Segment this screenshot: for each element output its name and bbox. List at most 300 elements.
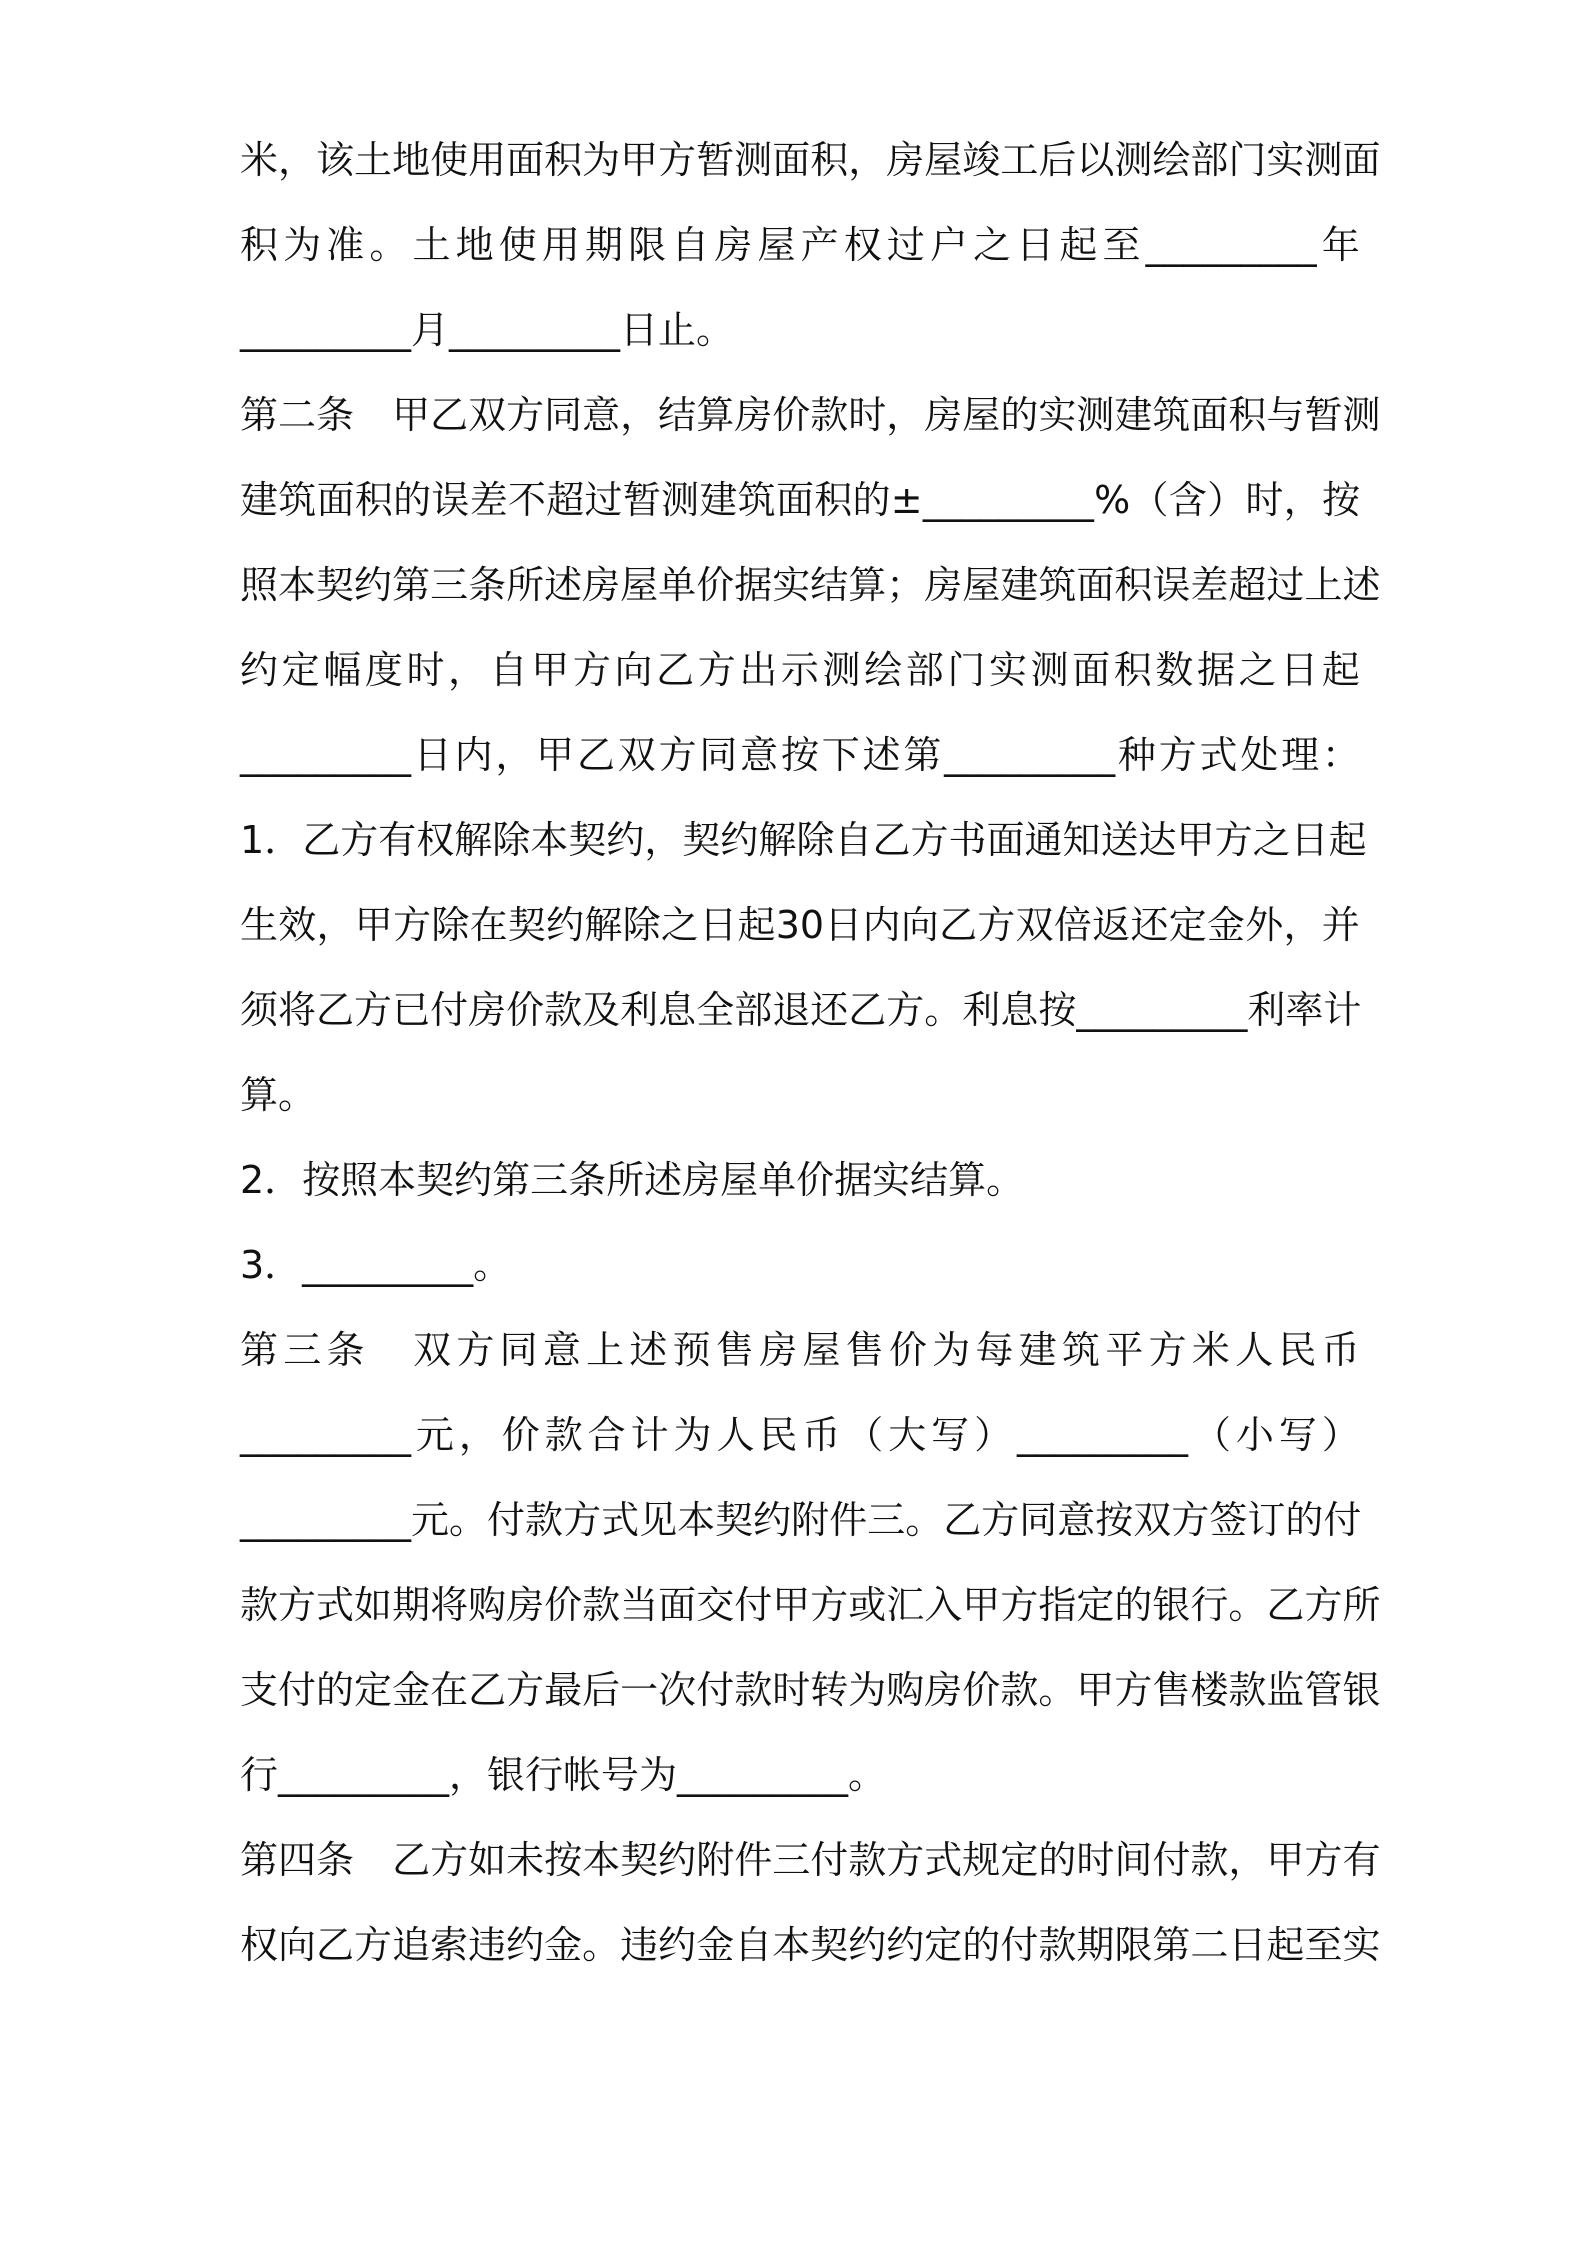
text-run: 第: [240, 393, 279, 437]
text-run: 计: [630, 1413, 669, 1457]
text-run: 契: [620, 1838, 659, 1882]
text-run: 筑: [1062, 1328, 1101, 1372]
text-run: 自: [671, 223, 710, 267]
text-run: 意: [740, 733, 779, 777]
text-line: [240, 1563, 1381, 1647]
text-run: 年: [1321, 223, 1360, 267]
text-run: 不: [507, 478, 546, 522]
text-run: 乙: [939, 903, 978, 947]
text-run: 本: [278, 563, 317, 607]
text-line: [240, 458, 1360, 542]
text-run: 地: [392, 138, 431, 182]
text-run: 约: [753, 1498, 792, 1542]
text-run: _________: [240, 733, 411, 777]
text-run: 三: [283, 1328, 322, 1372]
text-run: 乙: [316, 1923, 355, 1967]
text-run: 述: [629, 1328, 668, 1372]
text-run: 违: [620, 1923, 659, 1967]
text-run: 建: [240, 478, 279, 522]
text-run: 款: [544, 1413, 583, 1457]
text-run: 房: [506, 1583, 545, 1627]
text-run: 解: [758, 818, 797, 862]
text-run: 测: [661, 478, 700, 522]
text-run: 约: [354, 563, 393, 607]
text-run: 积: [1113, 648, 1152, 692]
text-run: 当: [620, 1583, 659, 1627]
text-run: 有: [378, 818, 417, 862]
text-run: 之: [973, 223, 1012, 267]
text-run: 建: [699, 478, 738, 522]
text-run: 实: [772, 563, 811, 607]
text-run: 30: [775, 903, 825, 947]
text-run: 约: [658, 1838, 697, 1882]
text-run: 的: [1038, 1838, 1077, 1882]
text-run: 按: [544, 1838, 583, 1882]
text-run: 乙: [302, 818, 341, 862]
text-run: 意: [542, 1328, 581, 1372]
text-run: 土: [354, 138, 393, 182]
text-line: _________月_________日止。: [240, 308, 735, 352]
text-run: 乙: [656, 648, 695, 692]
text-run: 银: [1152, 1583, 1191, 1627]
text-run: 述: [1342, 563, 1381, 607]
text-run: 四: [278, 1838, 317, 1882]
text-run: 约: [720, 818, 759, 862]
text-run: 签: [1209, 1498, 1248, 1542]
text-run: 房: [759, 1328, 798, 1372]
text-run: ：: [1321, 733, 1360, 777]
text-run: 部: [734, 988, 773, 1032]
text-run: 方: [563, 1498, 602, 1542]
text-run: 与: [1266, 393, 1305, 437]
text-run: 付: [430, 988, 469, 1032]
text-run: 一: [620, 1668, 659, 1712]
text-run: 度: [364, 648, 403, 692]
text-run: 含: [1168, 478, 1207, 522]
text-run: 屋: [924, 138, 963, 182]
text-run: 式: [316, 1583, 355, 1627]
text-run: 乙: [872, 818, 911, 862]
text-run: 筑: [1038, 563, 1077, 607]
text-run: 内: [454, 733, 493, 777]
text-run: 甲: [536, 733, 575, 777]
text-run: 购: [886, 1668, 925, 1712]
text-run: 乙: [468, 1668, 507, 1712]
text-run: 。: [1228, 1583, 1267, 1627]
text-run: 测: [1076, 393, 1115, 437]
text-run: 条: [326, 1328, 365, 1372]
text-run: 追: [392, 1923, 431, 1967]
text-run: 乙: [576, 733, 615, 777]
text-run: 绘: [864, 648, 903, 692]
text-run: 间: [1114, 1838, 1153, 1882]
text-run: 金: [696, 1923, 735, 1967]
text-run: 还: [1130, 903, 1169, 947]
text-run: 本: [772, 1923, 811, 1967]
text-run: 款: [848, 1838, 887, 1882]
text-run: 至: [1304, 1923, 1343, 1967]
text-run: 附: [696, 1838, 735, 1882]
text-run: 理: [1281, 733, 1320, 777]
text-run: 解: [584, 903, 623, 947]
text-run: 方: [506, 393, 545, 437]
text-run: 银: [1342, 1668, 1381, 1712]
text-run: 日: [1280, 648, 1319, 692]
text-run: [354, 1818, 392, 1902]
text-run: 测: [1342, 393, 1381, 437]
text-run: 屋: [620, 563, 659, 607]
text-run: 产: [800, 223, 839, 267]
text-run: 付: [487, 1498, 526, 1542]
text-run: 式: [1199, 733, 1238, 777]
text-run: 下: [821, 733, 860, 777]
text-run: 甲: [962, 1583, 1001, 1627]
text-run: 款: [525, 1498, 564, 1542]
text-run: 后: [582, 1668, 621, 1712]
text-run: 并: [1321, 903, 1360, 947]
text-run: 第: [392, 563, 431, 607]
text-run: 方: [354, 988, 393, 1032]
text-run: 定: [1168, 903, 1207, 947]
text-run: ，: [448, 648, 487, 692]
text-run: ，: [848, 138, 887, 182]
text-run: 算: [696, 393, 735, 437]
text-run: 权: [416, 818, 455, 862]
text-run: 种: [1117, 733, 1156, 777]
text-run: ；: [886, 563, 925, 607]
text-run: 房: [734, 393, 773, 437]
text-run: 除: [796, 818, 835, 862]
text-run: 自: [834, 818, 873, 862]
text-run: ）: [1321, 1413, 1360, 1457]
text-run: 双: [413, 1328, 452, 1372]
text-run: 时: [1076, 1838, 1115, 1882]
text-run: 将: [430, 1583, 469, 1627]
text-run: 日: [1290, 818, 1329, 862]
text-line: [240, 1393, 1360, 1477]
text-run: 测: [1114, 138, 1153, 182]
text-run: 乙: [848, 988, 887, 1032]
text-run: 定: [1000, 1838, 1039, 1882]
text-run: 测: [1030, 648, 1069, 692]
text-run: 方: [1000, 1583, 1039, 1627]
text-run: _________: [240, 1413, 411, 1457]
text-run: 甲: [620, 138, 659, 182]
text-run: 超: [1228, 563, 1267, 607]
text-run: 房: [924, 393, 963, 437]
text-run: 述: [544, 563, 583, 607]
text-run: 算: [848, 563, 887, 607]
text-run: 订: [1247, 1498, 1286, 1542]
text-run: 据: [1197, 648, 1236, 692]
text-run: ，: [620, 393, 659, 437]
text-run: （: [1130, 478, 1169, 522]
text-run: 利: [962, 988, 1001, 1032]
text-run: 付: [810, 1838, 849, 1882]
text-run: 过: [1266, 563, 1305, 607]
text-run: 付: [734, 1583, 773, 1627]
text-run: 定: [354, 1668, 393, 1712]
text-run: 契: [316, 563, 355, 607]
text-run: 房: [924, 563, 963, 607]
text-run: 价: [501, 1413, 540, 1457]
text-run: 用: [468, 138, 507, 182]
text-run: 房: [468, 988, 507, 1032]
text-run: 的: [393, 478, 432, 522]
text-run: 须: [240, 988, 279, 1032]
text-run: 退: [772, 988, 811, 1032]
text-run: 按: [1038, 988, 1077, 1032]
text-run: 价: [506, 988, 545, 1032]
text-run: 价: [544, 1583, 583, 1627]
text-run: 方: [910, 818, 949, 862]
text-run: 条: [316, 1838, 355, 1882]
text-run: ，: [1228, 1838, 1267, 1882]
text-run: ，: [1283, 478, 1322, 522]
text-run: 约: [546, 903, 585, 947]
text-run: 为: [283, 223, 322, 267]
text-run: 面: [772, 138, 811, 182]
text-line: [240, 1648, 1381, 1732]
text-run: 之: [1238, 648, 1277, 692]
text-run: 面: [986, 818, 1025, 862]
text-run: 单: [658, 563, 697, 607]
text-run: 该: [316, 138, 355, 182]
text-run: 测: [1304, 138, 1343, 182]
text-run: 最: [544, 1668, 583, 1712]
text-run: 期: [585, 223, 624, 267]
text-run: 款: [1038, 1923, 1077, 1967]
text-run: 意: [582, 393, 621, 437]
text-run: 的: [316, 1668, 355, 1712]
text-run: 契: [810, 1923, 849, 1967]
text-run: ，: [278, 138, 317, 182]
text-run: 限: [1114, 1923, 1153, 1967]
text-run: 如: [468, 1838, 507, 1882]
text-run: 契: [507, 903, 546, 947]
text-run: 的: [962, 1923, 1001, 1967]
text-run: 甲: [531, 648, 570, 692]
text-run: 日: [413, 733, 452, 777]
text-run: 未: [506, 1838, 545, 1882]
text-run: 本: [677, 1498, 716, 1542]
text-run: 本: [530, 818, 569, 862]
text-run: 的: [852, 478, 891, 522]
text-run: 为: [673, 1413, 712, 1457]
text-run: 过: [886, 223, 925, 267]
text-run: 乙: [1266, 1583, 1305, 1627]
text-run: ，: [458, 1413, 497, 1457]
text-run: 双: [1015, 903, 1054, 947]
text-run: 方: [354, 1923, 393, 1967]
text-run: 乙: [392, 1838, 431, 1882]
text-run: 人: [1235, 1328, 1274, 1372]
text-run: 甲: [772, 1583, 811, 1627]
text-run: 方: [1148, 1328, 1187, 1372]
text-run: 平: [1105, 1328, 1144, 1372]
text-run: 生: [240, 903, 279, 947]
text-run: 式: [924, 1838, 963, 1882]
text-run: 约: [886, 1923, 925, 1967]
text-run: 写: [1278, 1413, 1317, 1457]
text-run: 方: [810, 1583, 849, 1627]
text-run: 竣: [962, 138, 1001, 182]
text-run: 约: [506, 1923, 545, 1967]
text-run: 方: [1214, 818, 1253, 862]
text-run: 方: [886, 1838, 925, 1882]
text-run: 暂: [1304, 393, 1343, 437]
text-run: 合: [587, 1413, 626, 1457]
text-run: 价: [772, 393, 811, 437]
text-run: 筑: [278, 478, 317, 522]
text-run: _________: [944, 733, 1116, 777]
text-run: 面: [316, 478, 355, 522]
text-line: [240, 1818, 1381, 1902]
text-run: 处: [1240, 733, 1279, 777]
text-run: 为: [582, 138, 621, 182]
text-run: 面: [506, 138, 545, 182]
text-run: 按: [1321, 478, 1360, 522]
text-run: 期: [392, 1583, 431, 1627]
text-run: 时: [1245, 478, 1284, 522]
text-run: 件: [734, 1838, 773, 1882]
text-run: 方: [572, 648, 611, 692]
text-run: 日: [1228, 1923, 1267, 1967]
text-run: 方: [456, 1328, 495, 1372]
text-run: 限: [628, 223, 667, 267]
text-run: 的: [1114, 1583, 1153, 1627]
text-run: 售: [1152, 1668, 1191, 1712]
text-run: ，: [644, 818, 683, 862]
text-run: 房: [924, 1668, 963, 1712]
text-run: 面: [1342, 138, 1381, 182]
text-run: 方: [506, 1668, 545, 1712]
text-run: 款: [810, 393, 849, 437]
text-run: 本: [582, 1838, 621, 1882]
text-run: 双: [468, 393, 507, 437]
text-run: 方: [658, 733, 697, 777]
text-run: _________: [240, 1498, 411, 1542]
text-run: 书: [948, 818, 987, 862]
text-run: 价: [696, 563, 735, 607]
text-run: 权: [240, 1923, 279, 1967]
text-run: 次: [658, 1668, 697, 1712]
text-run: 除: [622, 903, 661, 947]
text-run: 及: [582, 988, 621, 1032]
text-run: 屋: [802, 1328, 841, 1372]
text-run: 积: [544, 138, 583, 182]
text-run: 定: [924, 1923, 963, 1967]
text-line: 行_________，银行帐号为_________。: [240, 1753, 887, 1797]
text-run: 为: [848, 1668, 887, 1712]
text-run: ，: [316, 903, 355, 947]
text-line: 3．_________。: [240, 1243, 512, 1287]
text-run: 建: [1000, 563, 1039, 607]
text-run: 时: [406, 648, 445, 692]
text-run: 率: [1285, 988, 1324, 1032]
text-run: 二: [278, 393, 317, 437]
text-run: 款: [544, 988, 583, 1032]
text-run: 预: [672, 1328, 711, 1372]
text-run: 同: [1019, 1498, 1058, 1542]
text-run: 指: [1038, 1583, 1077, 1627]
text-run: 起: [1059, 223, 1098, 267]
text-line: [240, 543, 1381, 627]
text-run: 元: [415, 1413, 454, 1457]
text-run: 方: [340, 818, 379, 862]
text-run: 暂: [622, 478, 661, 522]
text-run: 。: [449, 1498, 488, 1542]
text-run: 。: [924, 988, 963, 1032]
text-run: 币: [1321, 1328, 1360, 1372]
text-run: ±: [890, 478, 923, 522]
text-run: 实: [1038, 393, 1077, 437]
text-run: 利: [620, 988, 659, 1032]
text-run: 款: [582, 1583, 621, 1627]
text-run: 双: [1133, 1498, 1172, 1542]
text-run: 甲: [354, 903, 393, 947]
text-run: 方: [1114, 1668, 1153, 1712]
text-run: 积: [354, 478, 393, 522]
text-run: 至: [1102, 223, 1141, 267]
text-run: 房: [582, 563, 621, 607]
text-run: 款: [240, 1583, 279, 1627]
text-run: 面: [775, 478, 814, 522]
text-run: 述: [862, 733, 901, 777]
text-run: ，: [495, 733, 534, 777]
text-run: 测: [822, 648, 861, 692]
text-run: 价: [962, 1668, 1001, 1712]
text-run: 在: [430, 1668, 469, 1712]
text-run: 以: [1076, 138, 1115, 182]
text-run: 索: [430, 1923, 469, 1967]
text-line: [240, 628, 1360, 712]
text-run: 差: [469, 478, 508, 522]
text-run: 附: [791, 1498, 830, 1542]
text-run: 筑: [1152, 393, 1191, 437]
text-run: 写: [931, 1413, 970, 1457]
text-run: 条: [468, 563, 507, 607]
text-run: 付: [696, 1668, 735, 1712]
text-run: 管: [1304, 1668, 1343, 1712]
text-run: 件: [829, 1498, 868, 1542]
text-line: [240, 798, 1367, 882]
text-run: 米: [240, 138, 279, 182]
text-run: 时: [848, 393, 887, 437]
text-run: 约: [848, 1923, 887, 1967]
text-run: 照: [240, 563, 279, 607]
text-run: 准: [326, 223, 365, 267]
text-run: 门: [1228, 138, 1267, 182]
text-run: 乙: [943, 1498, 982, 1542]
text-line: [240, 968, 1360, 1052]
text-run: 第: [240, 1328, 279, 1372]
text-run: 后: [1038, 138, 1077, 182]
text-run: 乙: [316, 988, 355, 1032]
text-run: 筑: [737, 478, 776, 522]
text-run: 积: [810, 138, 849, 182]
text-run: 权: [843, 223, 882, 267]
text-run: 知: [1062, 818, 1101, 862]
text-run: 部: [905, 648, 944, 692]
text-run: 定: [281, 648, 320, 692]
text-run: 款: [1000, 1668, 1039, 1712]
text-run: 差: [1190, 563, 1229, 607]
text-run: 乙: [430, 393, 469, 437]
text-run: 契: [568, 818, 607, 862]
text-run: 方: [430, 1838, 469, 1882]
text-run: 按: [780, 733, 819, 777]
